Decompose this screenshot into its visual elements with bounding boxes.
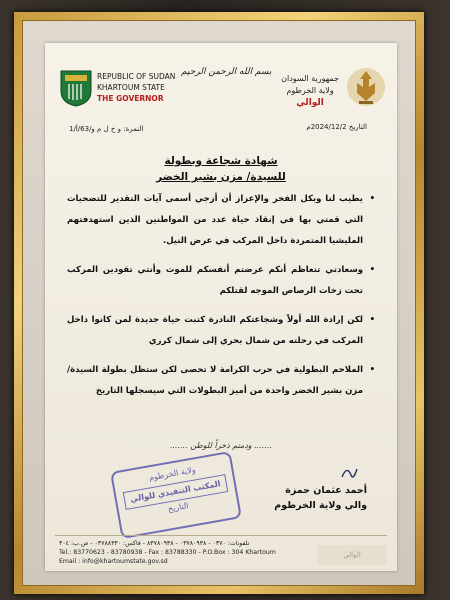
letterhead-footer: [59, 539, 276, 566]
footer-english: Tel.: 83770623 - 83780938 - Fax : 83788330 - P.O.Box : 304 Khartoum: [59, 549, 276, 556]
ar-republic: جمهورية السودان: [281, 74, 339, 83]
stamp-line-1: ولاية الخرطوم: [148, 465, 197, 483]
paragraph: • يطيب لنا وبكل الفخر والإعزاز أن أزجي أسمى آيات التقدير للتضحيات التي قمتي بها في إنقاذ حياة عدد من المواطنين الذين استهدفتهم المليشيا المتمردة داخل المركب في عرض النيل.: [67, 189, 375, 252]
en-republic: REPUBLIC OF SUDAN: [97, 72, 176, 81]
stamp-line-3: التاريخ: [167, 501, 190, 514]
certificate-recipient: للسيدة/ مزن بشير الخضر: [156, 171, 286, 183]
official-stamp: [110, 451, 242, 539]
en-state: KHARTOUM STATE: [97, 83, 165, 92]
certificate-paper: [45, 43, 397, 571]
closing-line: ....... ودمتم ذخراً للوطن .......: [169, 441, 273, 450]
ar-governor: الوالي: [296, 98, 324, 108]
paragraph: • لكن إرادة الله أولاً وشجاعتكم النادرة كتبت حياة جديدة لمن كانوا داخل المركب في رحلته من شمال بحري إلى شمال كرري: [67, 310, 375, 352]
footer-email: Email : info@khartoumstate.gov.sd: [59, 558, 168, 565]
sudan-emblem-icon: [345, 65, 387, 109]
document-date: التاريخ 2024/12/2م: [306, 123, 367, 131]
en-governor: THE GOVERNOR: [97, 94, 164, 103]
certificate-body: [67, 189, 375, 410]
khartoum-state-logo-icon: [59, 67, 93, 107]
signature-icon: [247, 463, 367, 485]
bismillah: بسم الله الرحمن الرحيم: [181, 67, 272, 77]
stamp-line-2: المكتب التنفيذي للوالي: [123, 474, 228, 510]
paragraph: • الملاحم البطولية في حرب الكرامة لا تحصى لكن ستظل بطولة السيدة/ مزن بشير الخضر واحدة من أميز البطولات التي سيسجلها التاريخ: [67, 360, 375, 402]
footer-arabic: تلفونات: ٠٣٧٠ - ٠٣٧٨٠٩٣٨ - ٨٣٧٨٠٩٣٨ - فاكس: ٠٣٧٨٨٣٣٠ - ص.ب: ٣٠٤: [59, 540, 250, 547]
reference-number: النمرة: و خ ل م و/63/أ/1: [69, 125, 144, 133]
certificate-title: شهادة شجاعة وبطولة: [164, 155, 278, 167]
signatory-title: والي ولاية الخرطوم: [274, 500, 367, 511]
footer-divider: [55, 535, 387, 536]
signatory-name: أحمد عثمان حمزة: [285, 485, 367, 496]
frame-mat: [22, 20, 416, 586]
footer-watermark: الوالي: [317, 545, 387, 565]
arabic-letterhead: [281, 73, 339, 109]
gold-frame: [14, 12, 424, 594]
signatory-block: [274, 483, 367, 513]
ar-state: ولاية الخرطوم: [286, 86, 334, 95]
paragraph: • وسعادتي تتعاظم أنكم عرضتم أنفسكم للموت وأنتي تقودين المركب تحت زخات الرصاص الموجه لقتلكم: [67, 260, 375, 302]
english-letterhead: [97, 71, 175, 104]
